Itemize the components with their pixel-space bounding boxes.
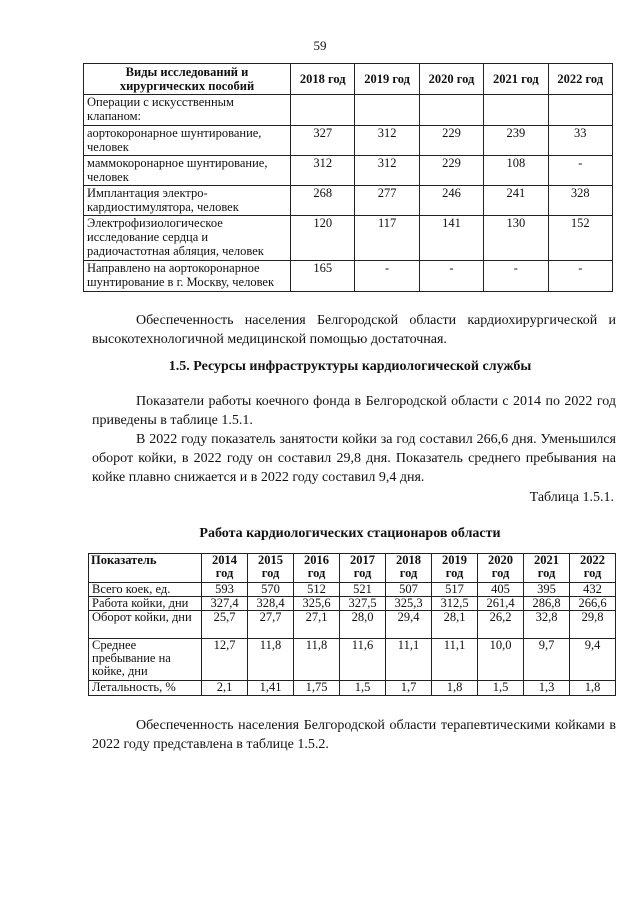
table-row [89, 583, 616, 597]
row-label: Летальность, % [89, 681, 202, 696]
column-header: 2016 год [294, 554, 340, 583]
table-header-row [89, 554, 616, 583]
column-header: Показатель [89, 554, 202, 583]
column-header: 2015 год [248, 554, 294, 583]
row-label: Электрофизиологическое исследование сердца и радиочастотная абляция, человек [84, 216, 291, 261]
table-cell: 312,5 [432, 597, 478, 611]
row-label: Имплантация электро-кардиостимулятора, человек [84, 186, 291, 216]
table-cell: 12,7 [202, 639, 248, 681]
table-row [84, 216, 613, 261]
row-label: Среднее пребывание на койке, дни [89, 639, 202, 681]
table-cell: 328,4 [248, 597, 294, 611]
paragraph-bed-fund: Показатели работы коечного фонда в Белгородской области с 2014 по 2022 год приведены в таблице 1.5.1. [92, 394, 616, 428]
table-header-row [84, 64, 613, 95]
table-cell: 11,1 [386, 639, 432, 681]
table-row [89, 681, 616, 696]
row-label: Работа койки, дни [89, 597, 202, 611]
table-cell: 117 [355, 216, 419, 261]
paragraph-bed-occupancy: В 2022 году показатель занятости койки за год составил 266,6 дня. Уменьшился оборот койки, в 2022 году он составил 29,8 дня. Показатель среднего пребывания на койке плавно снижается и в 2022 году составил 9,4 дня. [92, 432, 616, 485]
table-row [89, 611, 616, 639]
column-header: 2019 год [432, 554, 478, 583]
table-cell: 327,4 [202, 597, 248, 611]
table-cell: 1,75 [294, 681, 340, 696]
table-cell: 1,3 [524, 681, 570, 696]
table-cell: 261,4 [478, 597, 524, 611]
row-label: Оборот койки, дни [89, 611, 202, 639]
table-cell: 286,8 [524, 597, 570, 611]
table-cell: 25,7 [202, 611, 248, 639]
table-cell: 328 [548, 186, 612, 216]
column-header: 2019 год [355, 64, 419, 95]
table-cell: 27,7 [248, 611, 294, 639]
table-cell: 395 [524, 583, 570, 597]
table-cell: - [419, 261, 483, 292]
column-header: 2021 год [524, 554, 570, 583]
column-header: 2018 год [291, 64, 355, 95]
page-number: 59 [313, 38, 327, 53]
table-cell: 512 [294, 583, 340, 597]
row-label: маммокоронарное шунтирование, человек [84, 156, 291, 186]
table-cell: 1,8 [570, 681, 616, 696]
table-cell [291, 95, 355, 126]
table-cell: 405 [478, 583, 524, 597]
table-cell: 130 [484, 216, 548, 261]
table-cell: 10,0 [478, 639, 524, 681]
table-cell: 277 [355, 186, 419, 216]
table-cell: 517 [432, 583, 478, 597]
table-title: Работа кардиологических стационаров области [199, 526, 501, 541]
table-cell: 1,5 [340, 681, 386, 696]
table-cell: 229 [419, 126, 483, 156]
table-cell: 266,6 [570, 597, 616, 611]
table-cell: 11,8 [248, 639, 294, 681]
table-cell: 32,8 [524, 611, 570, 639]
section-heading: 1.5. Ресурсы инфраструктуры кардиологической службы [168, 359, 532, 374]
row-label: Операции с искусственным клапаном: [84, 95, 291, 126]
surgery-table [83, 63, 613, 292]
column-header: Виды исследований и хирургических пособий [84, 64, 291, 95]
table-cell: 33 [548, 126, 612, 156]
paragraph-therapeutic-beds: Обеспеченность населения Белгородской области терапевтическими койками в 2022 году представлена в таблице 1.5.2. [92, 718, 616, 752]
table-label: Таблица 1.5.1. [529, 490, 614, 505]
table-row [84, 261, 613, 292]
table-cell: 1,8 [432, 681, 478, 696]
table-row [84, 186, 613, 216]
table-cell: 229 [419, 156, 483, 186]
table-cell [419, 95, 483, 126]
table-cell: 28,0 [340, 611, 386, 639]
table-cell: 165 [291, 261, 355, 292]
table-cell: 108 [484, 156, 548, 186]
table-cell: 26,2 [478, 611, 524, 639]
table-cell: 239 [484, 126, 548, 156]
table-cell: 521 [340, 583, 386, 597]
table-cell: 325,3 [386, 597, 432, 611]
table-cell: 1,41 [248, 681, 294, 696]
table-cell: 141 [419, 216, 483, 261]
table-cell [548, 95, 612, 126]
table-cell: 9,7 [524, 639, 570, 681]
column-header: 2022 год [570, 554, 616, 583]
table-cell: 11,1 [432, 639, 478, 681]
column-header: 2020 год [419, 64, 483, 95]
paragraph-cardiosurgery: Обеспеченность населения Белгородской области кардиохирургической и высокотехнологичной медицинской помощью достаточная. [92, 313, 616, 347]
row-label: аортокоронарное шунтирование, человек [84, 126, 291, 156]
table-row [84, 95, 613, 126]
table-cell: 11,6 [340, 639, 386, 681]
table-cell: 327,5 [340, 597, 386, 611]
column-header: 2022 год [548, 64, 612, 95]
table-cell: 312 [355, 156, 419, 186]
column-header: 2014 год [202, 554, 248, 583]
table-cell: - [548, 261, 612, 292]
table-cell: 507 [386, 583, 432, 597]
row-label: Всего коек, ед. [89, 583, 202, 597]
table-cell: 29,4 [386, 611, 432, 639]
column-header: 2018 год [386, 554, 432, 583]
table-row [89, 639, 616, 681]
table-cell: 27,1 [294, 611, 340, 639]
table-cell: 9,4 [570, 639, 616, 681]
column-header: 2017 год [340, 554, 386, 583]
table-row [89, 597, 616, 611]
table-cell: - [484, 261, 548, 292]
table-cell: 120 [291, 216, 355, 261]
table-cell: 11,8 [294, 639, 340, 681]
table-cell: 152 [548, 216, 612, 261]
table-cell: 570 [248, 583, 294, 597]
table-cell: - [355, 261, 419, 292]
column-header: 2020 год [478, 554, 524, 583]
table-cell: 325,6 [294, 597, 340, 611]
column-header: 2021 год [484, 64, 548, 95]
table-row [84, 156, 613, 186]
table-cell: 246 [419, 186, 483, 216]
stations-table [88, 553, 616, 696]
table-cell: 2,1 [202, 681, 248, 696]
table-cell: 1,5 [478, 681, 524, 696]
table-cell: 28,1 [432, 611, 478, 639]
table-cell: 1,7 [386, 681, 432, 696]
table-cell [355, 95, 419, 126]
table-cell: 312 [291, 156, 355, 186]
row-label: Направлено на аортокоронарное шунтирование в г. Москву, человек [84, 261, 291, 292]
table-cell: 241 [484, 186, 548, 216]
table-cell: - [548, 156, 612, 186]
table-cell: 327 [291, 126, 355, 156]
table-cell: 593 [202, 583, 248, 597]
table-cell: 268 [291, 186, 355, 216]
table-cell: 432 [570, 583, 616, 597]
table-row [84, 126, 613, 156]
table-cell: 29,8 [570, 611, 616, 639]
table-cell: 312 [355, 126, 419, 156]
table-cell [484, 95, 548, 126]
